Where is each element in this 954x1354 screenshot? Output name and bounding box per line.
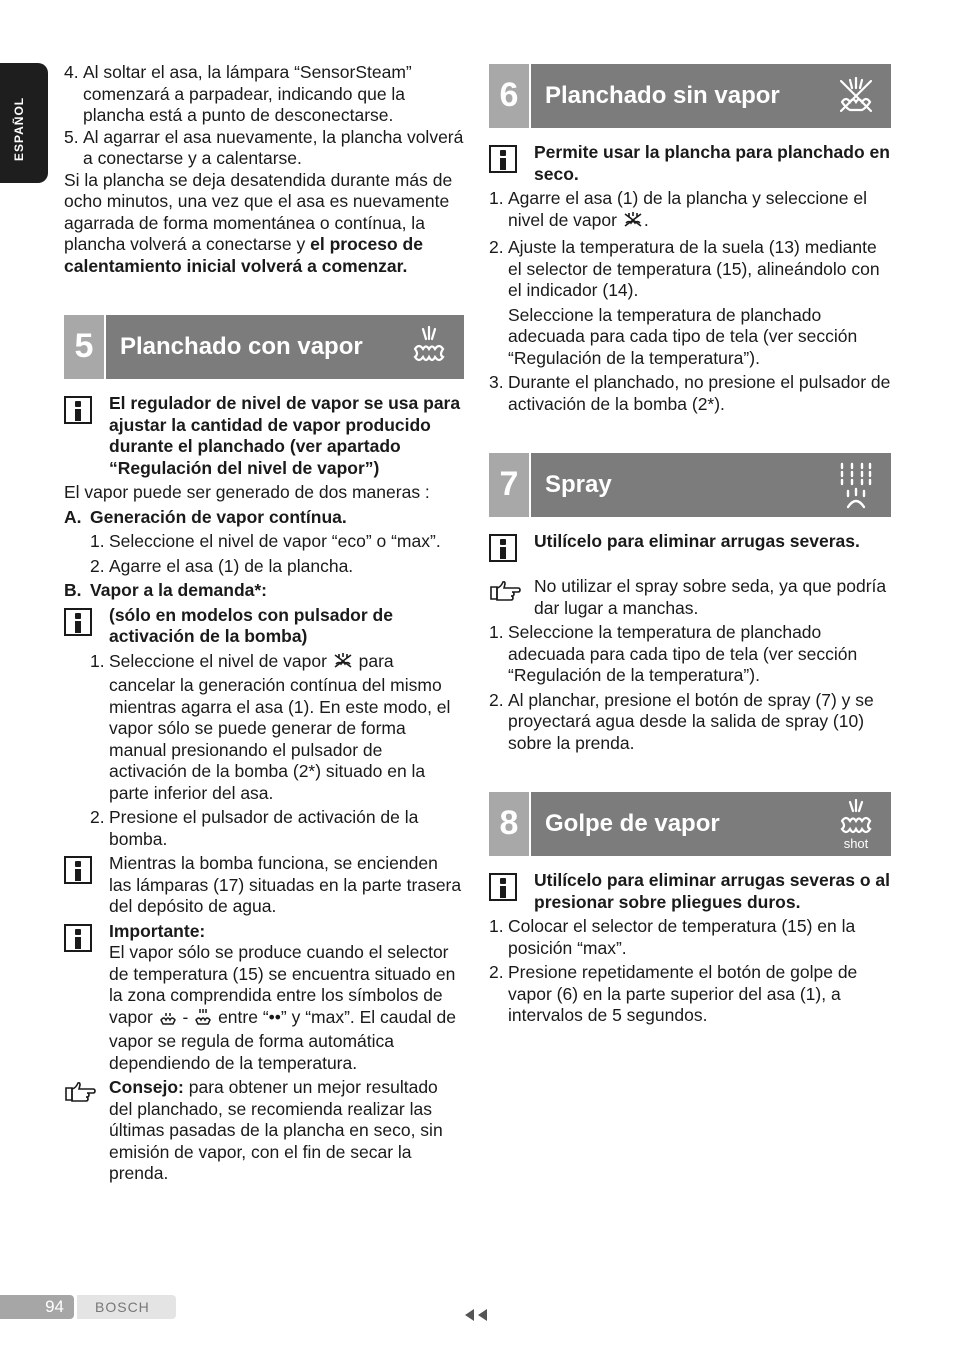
info-note: Mientras la bomba funciona, se encienden las lámparas (17) situadas en la parte trasera del depósito de agua. (64, 853, 464, 918)
list-item: 1. Seleccione la temperatura de planchado adecuada para cada tipo de tela (ver sección “Regulación de la temperatura”). (489, 622, 858, 685)
info-note: Importante: El vapor sólo se produce cuando el selector de temperatura (15) se encuentra situado en la zona comprendida entre los símbolos de vapor - entre “••” y “max”. El caudal de vapor se regula de forma automática dependiendo de la temperatura. (64, 921, 464, 1075)
list-item: 1. Seleccione el nivel de vapor “eco” o “max”. (90, 531, 441, 551)
section-7-header (489, 453, 891, 517)
info-icon (64, 856, 92, 884)
section-number: 6 (489, 64, 531, 128)
spray-icon (821, 453, 891, 517)
info-note: Utilícelo para eliminar arrugas severas. (489, 531, 891, 562)
info-icon (489, 873, 517, 901)
list-item: 2. Presione repetidamente el botón de golpe de vapor (6) en la parte superior del asa (1), a intervalos de 5 segundos. (489, 962, 858, 1025)
no-steam-icon (332, 652, 354, 676)
steam-icon (394, 315, 464, 379)
steam-high-icon (193, 1008, 213, 1032)
previous-page-icon[interactable] (463, 1307, 489, 1328)
info-icon (489, 534, 517, 562)
section-number: 8 (489, 792, 531, 856)
list-item: 1. Agarre el asa (1) de la plancha y seleccione el nivel de vapor . (489, 188, 891, 234)
no-steam-icon (821, 64, 891, 128)
language-tab (0, 63, 48, 183)
section-number: 7 (489, 453, 531, 517)
list-item: 1. Colocar el selector de temperatura (15) en la posición “max”. (489, 916, 856, 958)
info-note: Permite usar la plancha para planchado en seco. (489, 142, 891, 185)
info-icon (64, 608, 92, 636)
list-item: 5. Al agarrar el asa nuevamente, la plancha volverá a conectarse y a calentarse. (64, 126, 464, 168)
info-icon (489, 145, 517, 173)
paragraph: Si la plancha se deja desatendida durante más de ocho minutos, una vez que el asa es nuevamente agarrada de forma momentánea o contínua, la plancha volverá a conectarse y el proceso de calentamiento inicial volverá a comenzar. (64, 169, 453, 276)
paragraph: El vapor puede ser generado de dos maneras : (64, 482, 430, 502)
list-item: 2. Al planchar, presione el botón de spray (7) y se proyectará agua desde la salida de spray (10) sobre la prenda. (489, 689, 874, 753)
info-note: (sólo en modelos con pulsador de activación de la bomba) (64, 605, 464, 648)
info-icon (64, 924, 92, 952)
paragraph: Seleccione la temperatura de planchado adecuada para cada tipo de tela (ver sección “Regulación de la temperatura”). (508, 304, 858, 368)
pointing-hand-icon (489, 576, 534, 607)
list-item: 2. Agarre el asa (1) de la plancha. (90, 555, 354, 576)
steam-low-icon (158, 1010, 178, 1032)
info-note: Utilícelo para eliminar arrugas severas o al presionar sobre pliegues duros. (489, 870, 891, 913)
list-item: 4. Al soltar el asa, la lámpara “SensorSteam” comenzará a parpadear, indicando que la plancha está a punto de desconectarse. (64, 62, 412, 125)
info-icon (64, 396, 92, 424)
section-title: Spray (545, 471, 612, 499)
list-item: B. Vapor a la demanda*: (64, 580, 268, 600)
left-column (64, 62, 464, 1185)
page-number: 94 (0, 1295, 74, 1319)
section-title: Golpe de vapor (545, 810, 720, 838)
section-5-header (64, 315, 464, 379)
list-item: A. Generación de vapor contínua. (64, 506, 347, 527)
language-label: ESPAÑOL (12, 96, 26, 161)
section-title: Planchado con vapor (120, 333, 363, 361)
steam-shot-icon (821, 792, 891, 856)
list-item: 2. Ajuste la temperatura de la suela (13) mediante el selector de temperatura (15), alineándolo con el indicador (14). (489, 237, 880, 300)
section-number: 5 (64, 315, 106, 379)
list-item: 2. Presione el pulsador de activación de la bomba. (90, 807, 419, 849)
info-note: El regulador de nivel de vapor se usa para ajustar la cantidad de vapor producido durante el planchado (ver apartado “Regulación del nivel de vapor”) (64, 393, 464, 479)
list-item: 3. Durante el planchado, no presione el pulsador de activación de la bomba (2*). (489, 372, 891, 414)
section-title: Planchado sin vapor (545, 82, 780, 110)
section-6-header (489, 64, 891, 128)
shot-label: shot (843, 835, 869, 851)
tip-note: Consejo: para obtener un mejor resultado del planchado, se recomienda realizar las últimas pasadas de la plancha en seco, sin emisión de vapor, con el fin de secar la prenda. (64, 1077, 464, 1185)
brand-label: BOSCH (77, 1295, 176, 1319)
tip-note: No utilizar el spray sobre seda, ya que podría dar lugar a manchas. (489, 576, 891, 619)
no-steam-icon (622, 211, 644, 235)
section-8-header (489, 792, 891, 856)
right-column (489, 64, 891, 1027)
list-item: 1. Seleccione el nivel de vapor para cancelar la generación contínua del mismo mientras agarra el asa (1). En este modo, el vapor sólo se puede generar de forma manual presionando el pulsador de activación de la bomba (2*) situado en la parte inferior del asa. (90, 650, 451, 803)
pointing-hand-icon (64, 1077, 109, 1108)
